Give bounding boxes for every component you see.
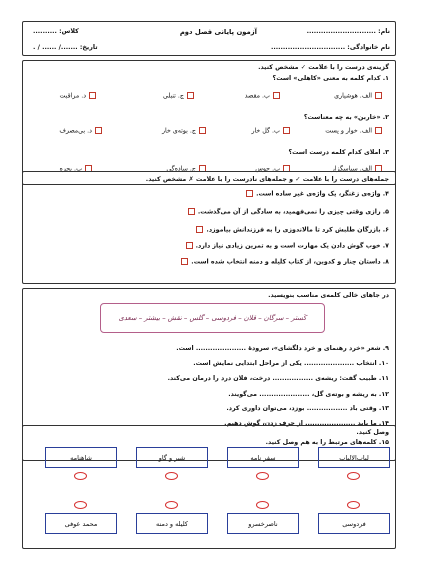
match-bottom-2-dot[interactable] bbox=[256, 501, 269, 509]
checkbox[interactable] bbox=[187, 92, 194, 99]
match-bottom-4-dot[interactable] bbox=[74, 501, 87, 509]
match-top-2[interactable]: سفر نامه bbox=[227, 447, 299, 468]
tf-item-4: ۴. واژه‌ی زغنگر، یک واژه‌ی غیر ساده است. bbox=[243, 190, 389, 199]
name-label: نام: ............................. bbox=[306, 28, 390, 35]
q1-option-c[interactable]: ج. تنبلی bbox=[163, 92, 197, 101]
q3-option-d[interactable]: ب. بحره bbox=[59, 165, 95, 174]
header-box bbox=[22, 21, 396, 56]
q2-option-d[interactable]: د. بی‌مصرف bbox=[59, 127, 105, 136]
exam-title: آزمون پایانی فصل دوم bbox=[179, 28, 257, 36]
section3-instruction: در جاهای خالی کلمه‌ی مناسب بنویسید. bbox=[268, 292, 389, 299]
word-bank: کَستر – سرگان – قلان – فردوسی – گلس – نقش – بیشتر – سعدی bbox=[100, 303, 325, 333]
match-top-4[interactable]: شاهنامه bbox=[45, 447, 117, 468]
match-bottom-1-dot[interactable] bbox=[347, 501, 360, 509]
fill-item-11: ۱۱. طبیب گفت: ریشه‌ی ................. درخت، فلان درد را درمان می‌کند. bbox=[167, 375, 389, 382]
tf-item-7: ۷. خوب گوش دادن یک مهارت است و به تمرین زیادی نیاز دارد. bbox=[183, 242, 389, 251]
q3-option-a[interactable]: الف. سپاسگزار bbox=[332, 165, 385, 174]
answer-box[interactable] bbox=[181, 258, 188, 265]
checkbox[interactable] bbox=[375, 127, 382, 134]
section-multiple-choice bbox=[22, 60, 396, 185]
match-top-3[interactable]: شیر و گاو bbox=[136, 447, 208, 468]
fill-item-13: ۱۳. وقتی باد ................. بوزد، می‌توان داوری کرد. bbox=[226, 405, 389, 412]
q3-option-c[interactable]: ج. ساده‌گی bbox=[166, 165, 209, 174]
question-2: ۲. «خاربن» به چه معناست؟ bbox=[303, 114, 389, 121]
section-true-false bbox=[22, 171, 396, 284]
answer-box[interactable] bbox=[196, 226, 203, 233]
date-label: تاریخ: ......./ ...... / . bbox=[33, 44, 98, 51]
tf-item-5: ۵. رازی وقتی چیزی را نمی‌فهمید، به سادگی از آن می‌گذشت. bbox=[185, 208, 389, 217]
checkbox[interactable] bbox=[89, 92, 96, 99]
fill-item-12: ۱۲. به ریشه و بوته‌ی گل، ..................... می‌گویند. bbox=[228, 391, 389, 398]
fill-item-9: ۹. شعر «خرد رهنمای و خرد دلگشای»، سرودهٔ ..................... است. bbox=[176, 345, 389, 352]
tf-item-6: ۶. بازرگان طلبش کرد تا مالاندوزی را به فرزندانش بیاموزد. bbox=[193, 226, 389, 235]
match-bottom-2[interactable]: ناصرخسرو bbox=[227, 513, 299, 534]
match-bottom-3[interactable]: کلیله و دمنه bbox=[136, 513, 208, 534]
q1-option-a[interactable]: الف. هوشیاری bbox=[334, 92, 385, 101]
q3-option-b[interactable]: ب. جوس bbox=[255, 165, 293, 174]
checkbox[interactable] bbox=[375, 92, 382, 99]
q2-option-c[interactable]: ج. بوته‌ی خار bbox=[162, 127, 209, 136]
checkbox[interactable] bbox=[283, 127, 290, 134]
checkbox[interactable] bbox=[273, 92, 280, 99]
question-3: ۳. املای کدام کلمه درست است؟ bbox=[288, 149, 389, 156]
match-bottom-3-dot[interactable] bbox=[165, 501, 178, 509]
tf-item-8: ۸. داستان چنار و کدوبن، از کتاب کلیله و دمنه انتخاب شده است. bbox=[178, 258, 389, 267]
q2-option-b[interactable]: ب. گل خار bbox=[251, 127, 293, 136]
section4-instruction: وصل کنید. bbox=[356, 429, 389, 436]
answer-box[interactable] bbox=[186, 242, 193, 249]
family-name-label: نام خانوادگی: ............................... bbox=[270, 44, 390, 51]
fill-item-10: ۱۰. انتخاب ..................... یکی از مراحل ابتدایی نمایش است. bbox=[193, 360, 389, 367]
match-bottom-1[interactable]: فردوسی bbox=[318, 513, 390, 534]
match-top-1[interactable]: لباب‌الالباب bbox=[318, 447, 390, 468]
exam-sheet bbox=[22, 21, 398, 549]
match-top-4-dot[interactable] bbox=[74, 472, 87, 480]
checkbox[interactable] bbox=[199, 127, 206, 134]
answer-box[interactable] bbox=[188, 208, 195, 215]
match-bottom-4[interactable]: محمد عوفی bbox=[45, 513, 117, 534]
q1-option-d[interactable]: د. مراقبت bbox=[60, 92, 100, 101]
checkbox[interactable] bbox=[95, 127, 102, 134]
class-label: کلاس: .......... bbox=[33, 28, 79, 35]
matching-item-15: ۱۵. کلمه‌های مرتبط را به هم وصل کنید. bbox=[265, 439, 389, 446]
answer-box[interactable] bbox=[246, 190, 253, 197]
question-1: ۱. کدام کلمه به معنی «کاهلی» است؟ bbox=[272, 75, 389, 82]
q1-option-b[interactable]: ب. مقصد bbox=[245, 92, 283, 101]
match-top-3-dot[interactable] bbox=[165, 472, 178, 480]
match-top-1-dot[interactable] bbox=[347, 472, 360, 480]
section2-instruction: جمله‌های درست را با علامت ✓ و جمله‌های نادرست را با علامت ✗ مشخص کنید. bbox=[145, 176, 389, 183]
section1-instruction: گزینه‌ی درست را با علامت ✓ مشخص کنید. bbox=[258, 64, 389, 71]
q2-option-a[interactable]: الف. خوار و پست bbox=[325, 127, 385, 136]
match-top-2-dot[interactable] bbox=[256, 472, 269, 480]
fill-item-14: ۱۴. ما باید ..................... از حرف زدن، گوش دهیم. bbox=[224, 420, 389, 427]
